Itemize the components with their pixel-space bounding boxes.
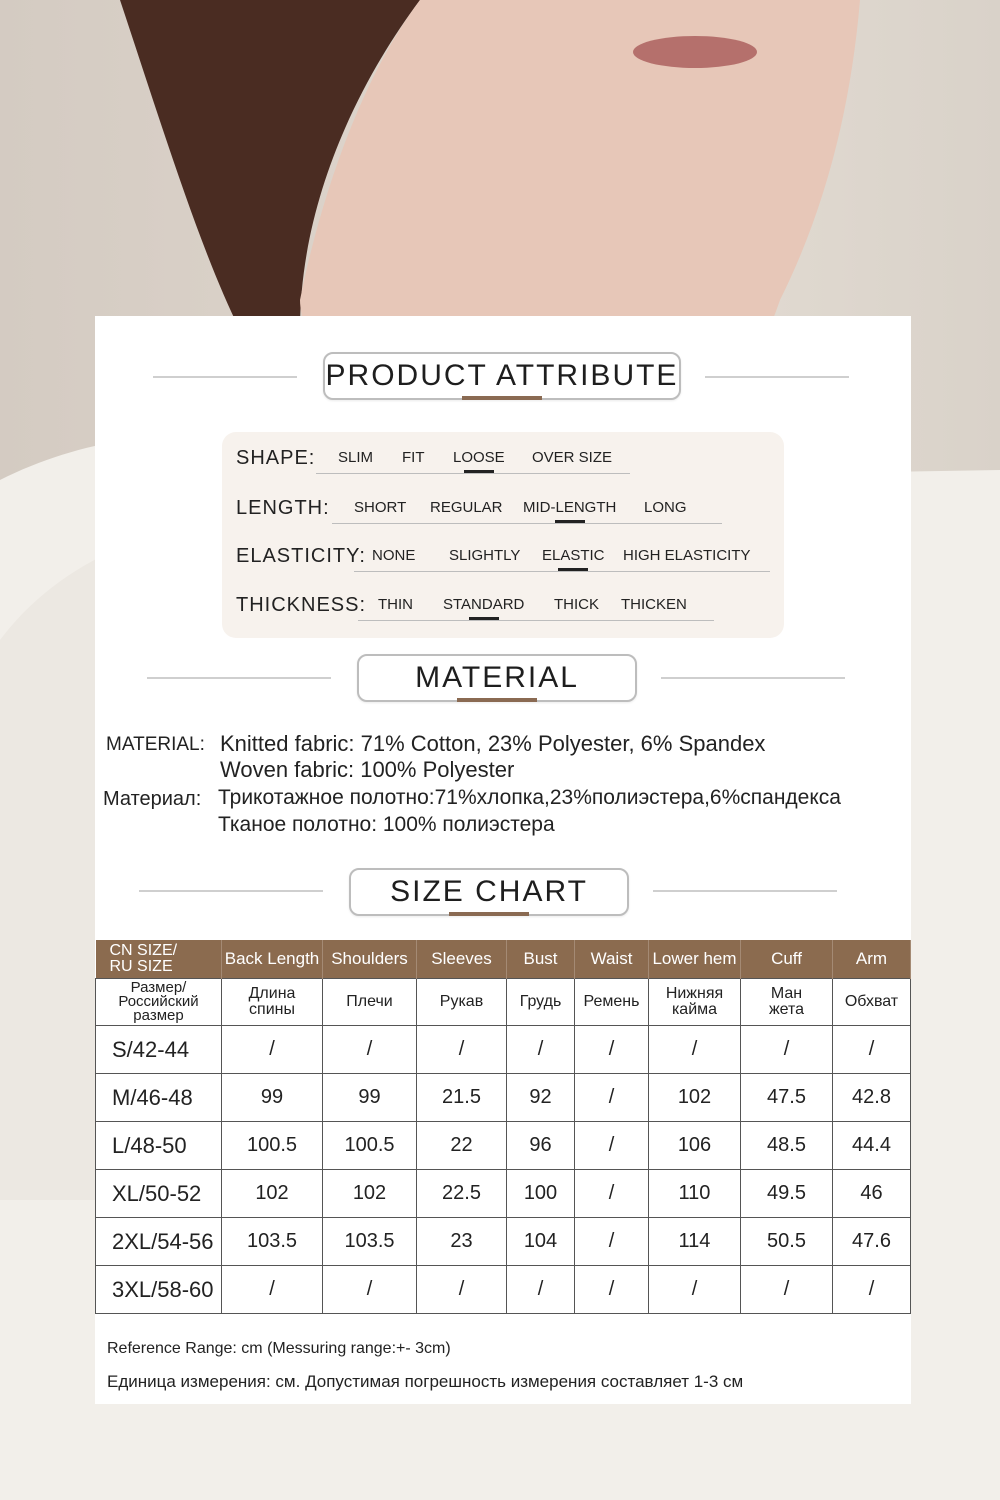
value-cell: / — [575, 1026, 649, 1074]
size-cell: XL/50-52 — [96, 1170, 222, 1218]
value-cell: 100.5 — [323, 1122, 417, 1170]
value-cell: / — [222, 1026, 323, 1074]
header-cell-ru: Нижняя кайма — [649, 979, 741, 1026]
attribute-option: HIGH ELASTICITY — [623, 547, 751, 564]
header-cell: Waist — [575, 940, 649, 979]
value-cell: 47.6 — [833, 1218, 911, 1266]
value-cell: 102 — [323, 1170, 417, 1218]
size-cell: S/42-44 — [96, 1026, 222, 1074]
size-chart-title: SIZE CHART — [349, 868, 629, 916]
value-cell: 100.5 — [222, 1122, 323, 1170]
value-cell: / — [417, 1026, 507, 1074]
value-cell: / — [575, 1170, 649, 1218]
value-cell: / — [833, 1026, 911, 1074]
table-row — [96, 1218, 911, 1266]
header-cell-ru: Размер/ Российский размер — [96, 979, 222, 1026]
attribute-box — [222, 432, 784, 638]
value-cell: 103.5 — [222, 1218, 323, 1266]
value-cell: 21.5 — [417, 1074, 507, 1122]
material-label-en: MATERIAL: — [106, 734, 205, 755]
material-title: MATERIAL — [357, 654, 637, 702]
value-cell: 49.5 — [741, 1170, 833, 1218]
header-cell-ru: Грудь — [507, 979, 575, 1026]
value-cell: 102 — [222, 1170, 323, 1218]
value-cell: / — [833, 1266, 911, 1314]
value-cell: / — [741, 1266, 833, 1314]
value-cell: 48.5 — [741, 1122, 833, 1170]
attribute-option-selected: ELASTIC — [542, 547, 605, 564]
measurement-note-en: Reference Range: cm (Messuring range:+- 3cm) — [107, 1340, 451, 1357]
value-cell: / — [575, 1218, 649, 1266]
attribute-option: REGULAR — [430, 499, 503, 516]
size-cell: L/48-50 — [96, 1122, 222, 1170]
value-cell: 100 — [507, 1170, 575, 1218]
header-cell-ru: Обхват — [833, 979, 911, 1026]
value-cell: / — [323, 1266, 417, 1314]
header-row-ru — [96, 979, 911, 1026]
table-row — [96, 1266, 911, 1314]
header-cell: Lower hem — [649, 940, 741, 979]
value-cell: 44.4 — [833, 1122, 911, 1170]
attribute-option: THIN — [378, 596, 413, 613]
size-cell: 3XL/58-60 — [96, 1266, 222, 1314]
value-cell: / — [222, 1266, 323, 1314]
attribute-option-selected: LOOSE — [453, 449, 505, 466]
attribute-key: ELASTICITY: — [236, 545, 366, 567]
product-info-card — [95, 316, 911, 1404]
table-row — [96, 1170, 911, 1218]
measurement-note-ru: Единица измерения: см. Допустимая погрешность измерения составляет 1-3 см — [107, 1372, 744, 1391]
material-line-ru-1: Трикотажное полотно:71%хлопка,23%полиэстера,6%спандекса — [218, 786, 841, 809]
attribute-option: SHORT — [354, 499, 407, 516]
attribute-option: THICK — [554, 596, 599, 613]
value-cell: 99 — [323, 1074, 417, 1122]
header-cell-ru: Плечи — [323, 979, 417, 1026]
attribute-option: LONG — [644, 499, 687, 516]
value-cell: / — [575, 1074, 649, 1122]
attribute-title: PRODUCT ATTRIBUTE — [323, 352, 681, 400]
value-cell: 103.5 — [323, 1218, 417, 1266]
header-cell: CN SIZE/ RU SIZE — [96, 940, 222, 979]
header-cell-ru: Рукав — [417, 979, 507, 1026]
value-cell: 22 — [417, 1122, 507, 1170]
header-cell: Arm — [833, 940, 911, 979]
size-cell: 2XL/54-56 — [96, 1218, 222, 1266]
value-cell: / — [649, 1026, 741, 1074]
attribute-option-selected: MID-LENGTH — [523, 499, 617, 516]
value-cell: / — [507, 1266, 575, 1314]
table-row — [96, 1026, 911, 1074]
attribute-key: LENGTH: — [236, 497, 330, 519]
attribute-option: NONE — [372, 547, 416, 564]
table-row — [96, 1074, 911, 1122]
value-cell: 46 — [833, 1170, 911, 1218]
value-cell: / — [323, 1026, 417, 1074]
value-cell: 99 — [222, 1074, 323, 1122]
material-line-en-1: Knitted fabric: 71% Cotton, 23% Polyester, 6% Spandex — [220, 731, 766, 756]
header-cell: Back Length — [222, 940, 323, 979]
value-cell: 96 — [507, 1122, 575, 1170]
size-cell: M/46-48 — [96, 1074, 222, 1122]
value-cell: 104 — [507, 1218, 575, 1266]
material-label-ru: Материал: — [103, 788, 202, 810]
value-cell: 114 — [649, 1218, 741, 1266]
value-cell: / — [575, 1266, 649, 1314]
attribute-option: FIT — [402, 449, 425, 466]
value-cell: 102 — [649, 1074, 741, 1122]
value-cell: 110 — [649, 1170, 741, 1218]
attribute-key: THICKNESS: — [236, 594, 367, 616]
attribute-option: SLIGHTLY — [449, 547, 521, 564]
header-cell: Cuff — [741, 940, 833, 979]
header-cell-ru: Ман жета — [741, 979, 833, 1026]
table-row — [96, 1122, 911, 1170]
value-cell: / — [575, 1122, 649, 1170]
value-cell: 106 — [649, 1122, 741, 1170]
value-cell: 22.5 — [417, 1170, 507, 1218]
header-cell: Shoulders — [323, 940, 417, 979]
attribute-option: THICKEN — [621, 596, 687, 613]
header-cell-ru: Ремень — [575, 979, 649, 1026]
value-cell: / — [649, 1266, 741, 1314]
value-cell: / — [417, 1266, 507, 1314]
value-cell: 50.5 — [741, 1218, 833, 1266]
material-line-ru-2: Тканое полотно: 100% полиэстера — [218, 813, 555, 836]
value-cell: / — [741, 1026, 833, 1074]
value-cell: 42.8 — [833, 1074, 911, 1122]
attribute-option: OVER SIZE — [532, 449, 613, 466]
value-cell: / — [507, 1026, 575, 1074]
value-cell: 23 — [417, 1218, 507, 1266]
attribute-option-selected: STANDARD — [443, 596, 525, 613]
header-cell: Sleeves — [417, 940, 507, 979]
attribute-key: SHAPE: — [236, 447, 316, 469]
size-chart-table — [95, 940, 911, 1314]
header-cell-ru: Длина спины — [222, 979, 323, 1026]
material-line-en-2: Woven fabric: 100% Polyester — [220, 757, 515, 782]
header-cell: Bust — [507, 940, 575, 979]
attribute-option: SLIM — [338, 449, 374, 466]
value-cell: 92 — [507, 1074, 575, 1122]
value-cell: 47.5 — [741, 1074, 833, 1122]
header-row-en — [96, 940, 911, 979]
